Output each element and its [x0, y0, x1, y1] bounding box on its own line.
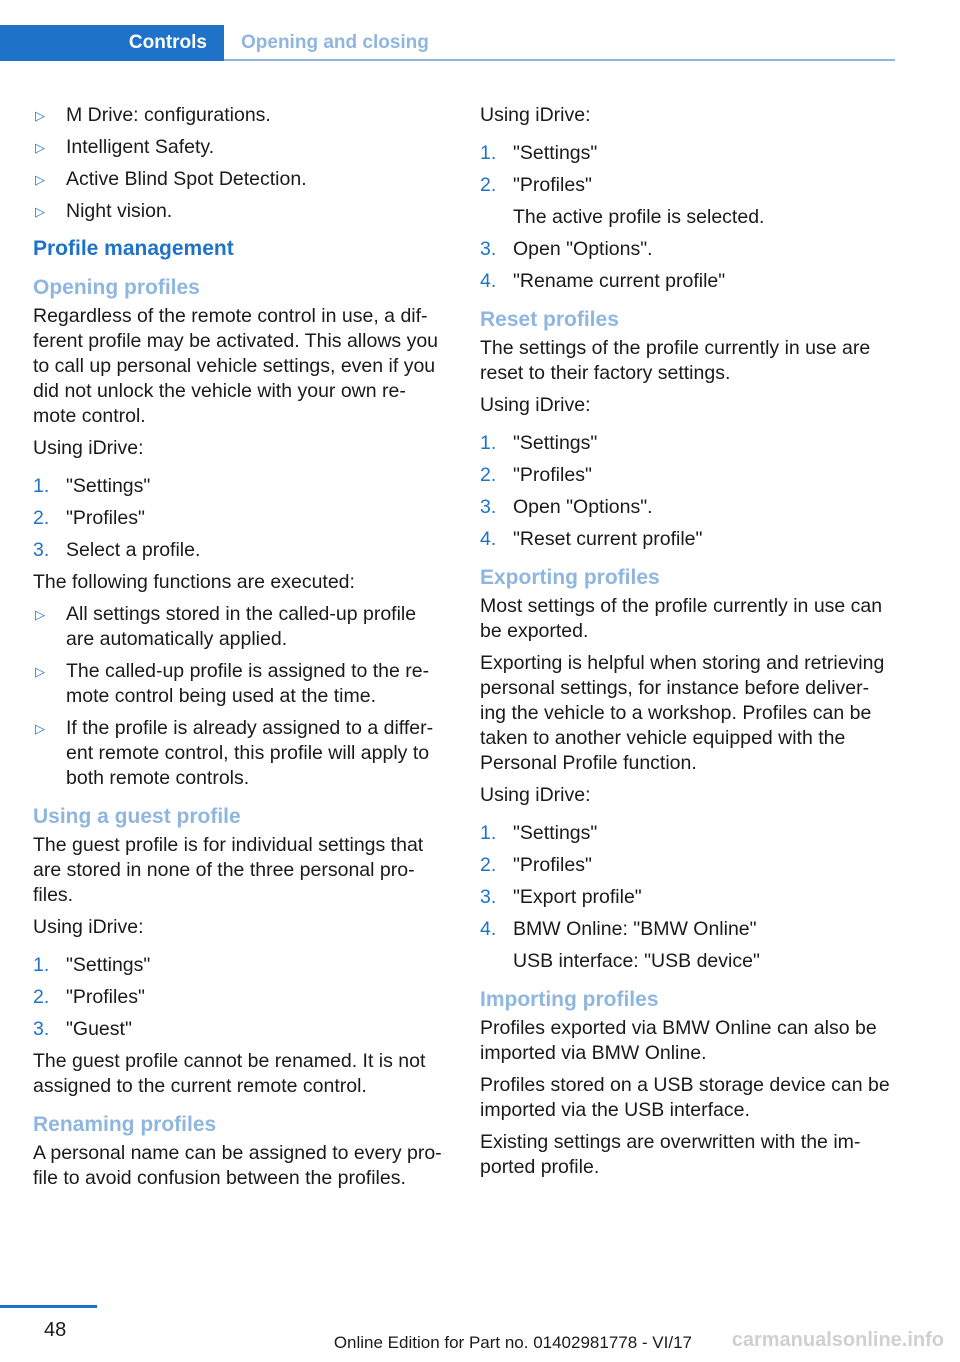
using-idrive-label: Using iDrive:	[480, 394, 591, 416]
step-number: 3.	[480, 496, 497, 518]
step-number: 4.	[480, 270, 497, 292]
reset-profiles-heading: Reset profiles	[480, 308, 619, 331]
list-item: 2. "Profiles"	[33, 986, 145, 1008]
list-item: 4. BMW Online: "BMW Online" USB interface: "USB device"	[480, 917, 894, 974]
list-item: 1. "Settings"	[480, 142, 598, 164]
step-number: 1.	[33, 475, 50, 497]
list-item: ▷ Active Blind Spot Detection.	[35, 168, 307, 190]
reset-steps-list	[480, 431, 894, 552]
step-number: 2.	[480, 854, 497, 876]
step-number: 4.	[480, 528, 497, 550]
opening-profiles-heading: Opening profiles	[33, 276, 200, 299]
renaming-profiles-text: A personal name can be assigned to every pro‐file to avoid confusion between the profiles.	[33, 1142, 442, 1189]
step-number: 4.	[480, 918, 497, 940]
step-number: 3.	[33, 539, 50, 561]
guest-steps-list	[33, 953, 447, 1042]
list-item: 1. "Settings"	[33, 954, 151, 976]
left-column	[33, 103, 447, 1198]
list-item: 3. Open "Options".	[480, 238, 653, 260]
list-item: ▷ M Drive: configurations.	[35, 104, 271, 126]
export-steps-list	[480, 821, 894, 974]
triangle-bullet-icon: ▷	[35, 108, 45, 123]
page-number: 48	[44, 1319, 67, 1341]
renaming-steps-list	[480, 141, 894, 294]
opening-profiles-text: Regardless of the remote control in use, a dif‐ferent profile may be activated. This allows you to call up personal vehicle settings, even if you did not unlock the vehicle with your own re‐mote control.	[33, 305, 439, 427]
functions-list	[33, 602, 447, 791]
profile-management-heading: Profile management	[33, 237, 234, 260]
step-number: 1.	[480, 432, 497, 454]
reset-profiles-text: The settings of the profile currently in use are reset to their factory settings.	[480, 337, 871, 384]
using-idrive-label: Using iDrive:	[480, 784, 591, 806]
section-tab-opening-closing: Opening and closing	[241, 32, 429, 53]
functions-intro: The following functions are executed:	[33, 571, 355, 593]
step-number: 2.	[33, 986, 50, 1008]
step-number: 1.	[480, 822, 497, 844]
edition-text: Online Edition for Part no. 01402981778 - VI/17	[333, 1333, 692, 1352]
importing-profiles-text-2: Profiles stored on a USB storage device can be imported via the USB interface.	[480, 1074, 890, 1121]
chapter-tab-controls: Controls	[0, 25, 224, 61]
list-item: ▷ The called-up profile is assigned to the re‐mote control being used at the time.	[35, 660, 430, 707]
list-item: 2. "Profiles"	[480, 854, 592, 876]
using-idrive-label: Using iDrive:	[33, 916, 144, 938]
list-item: ▷ If the profile is already assigned to a differ‐ent remote control, this profile will apply to both remote controls.	[35, 717, 434, 789]
list-item: 2. "Profiles" The active profile is selected.	[480, 173, 894, 230]
step-number: 3.	[480, 886, 497, 908]
using-idrive-label: Using iDrive:	[33, 437, 144, 459]
renaming-profiles-heading: Renaming profiles	[33, 1113, 217, 1136]
header-divider	[224, 59, 895, 61]
step-number: 1.	[33, 954, 50, 976]
importing-profiles-heading: Importing profiles	[480, 988, 659, 1011]
triangle-bullet-icon: ▷	[35, 721, 45, 736]
step-number: 3.	[480, 238, 497, 260]
exporting-profiles-text-1: Most settings of the profile currently in use can be exported.	[480, 595, 883, 642]
right-column	[480, 103, 894, 1187]
guest-profile-heading: Using a guest profile	[33, 805, 241, 828]
triangle-bullet-icon: ▷	[35, 172, 45, 187]
list-item: ▷ Night vision.	[35, 200, 173, 222]
list-item: 1. "Settings"	[33, 475, 151, 497]
step-number: 2.	[33, 507, 50, 529]
step-number: 2.	[480, 464, 497, 486]
step-number: 3.	[33, 1018, 50, 1040]
exporting-profiles-heading: Exporting profiles	[480, 566, 660, 589]
importing-profiles-text-3: Existing settings are overwritten with the im‐ported profile.	[480, 1131, 861, 1178]
list-item: 3. Select a profile.	[33, 539, 201, 561]
list-item: 2. "Profiles"	[480, 464, 592, 486]
watermark-logo: carmanualsonline.info	[731, 1329, 944, 1351]
triangle-bullet-icon: ▷	[35, 664, 45, 679]
guest-profile-text: The guest profile is for individual settings that are stored in none of the three personal pro‐files.	[33, 834, 424, 906]
triangle-bullet-icon: ▷	[35, 140, 45, 155]
guest-profile-note: The guest profile cannot be renamed. It is not assigned to the current remote control.	[33, 1050, 426, 1097]
list-item: 4. "Rename current profile"	[480, 270, 726, 292]
list-item: 4. "Reset current profile"	[480, 528, 703, 550]
step-subline: USB interface: "USB device"	[513, 950, 760, 972]
triangle-bullet-icon: ▷	[35, 607, 45, 622]
list-item: ▷ Intelligent Safety.	[35, 136, 215, 158]
step-subline: The active profile is selected.	[513, 206, 765, 228]
opening-steps-list	[33, 474, 447, 563]
triangle-bullet-icon: ▷	[35, 204, 45, 219]
using-idrive-label: Using iDrive:	[480, 104, 591, 126]
step-number: 2.	[480, 174, 497, 196]
list-item: 3. "Guest"	[33, 1018, 132, 1040]
list-item: ▷ All settings stored in the called-up profile are automatically applied.	[35, 603, 417, 650]
importing-profiles-text-1: Profiles exported via BMW Online can also be imported via BMW Online.	[480, 1017, 877, 1064]
list-item: 2. "Profiles"	[33, 507, 145, 529]
list-item: 1. "Settings"	[480, 822, 598, 844]
exporting-profiles-text-2: Exporting is helpful when storing and retrieving personal settings, for instance before deliver‐ing the vehicle to a workshop. Profiles can be taken to another vehicle equipped with the Personal Profile function.	[480, 652, 885, 774]
list-item: 3. Open "Options".	[480, 496, 653, 518]
list-item: 1. "Settings"	[480, 432, 598, 454]
footer-rule	[0, 1305, 97, 1308]
intro-bullet-list	[33, 103, 447, 224]
list-item: 3. "Export profile"	[480, 886, 642, 908]
page-header	[0, 0, 895, 62]
step-number: 1.	[480, 142, 497, 164]
